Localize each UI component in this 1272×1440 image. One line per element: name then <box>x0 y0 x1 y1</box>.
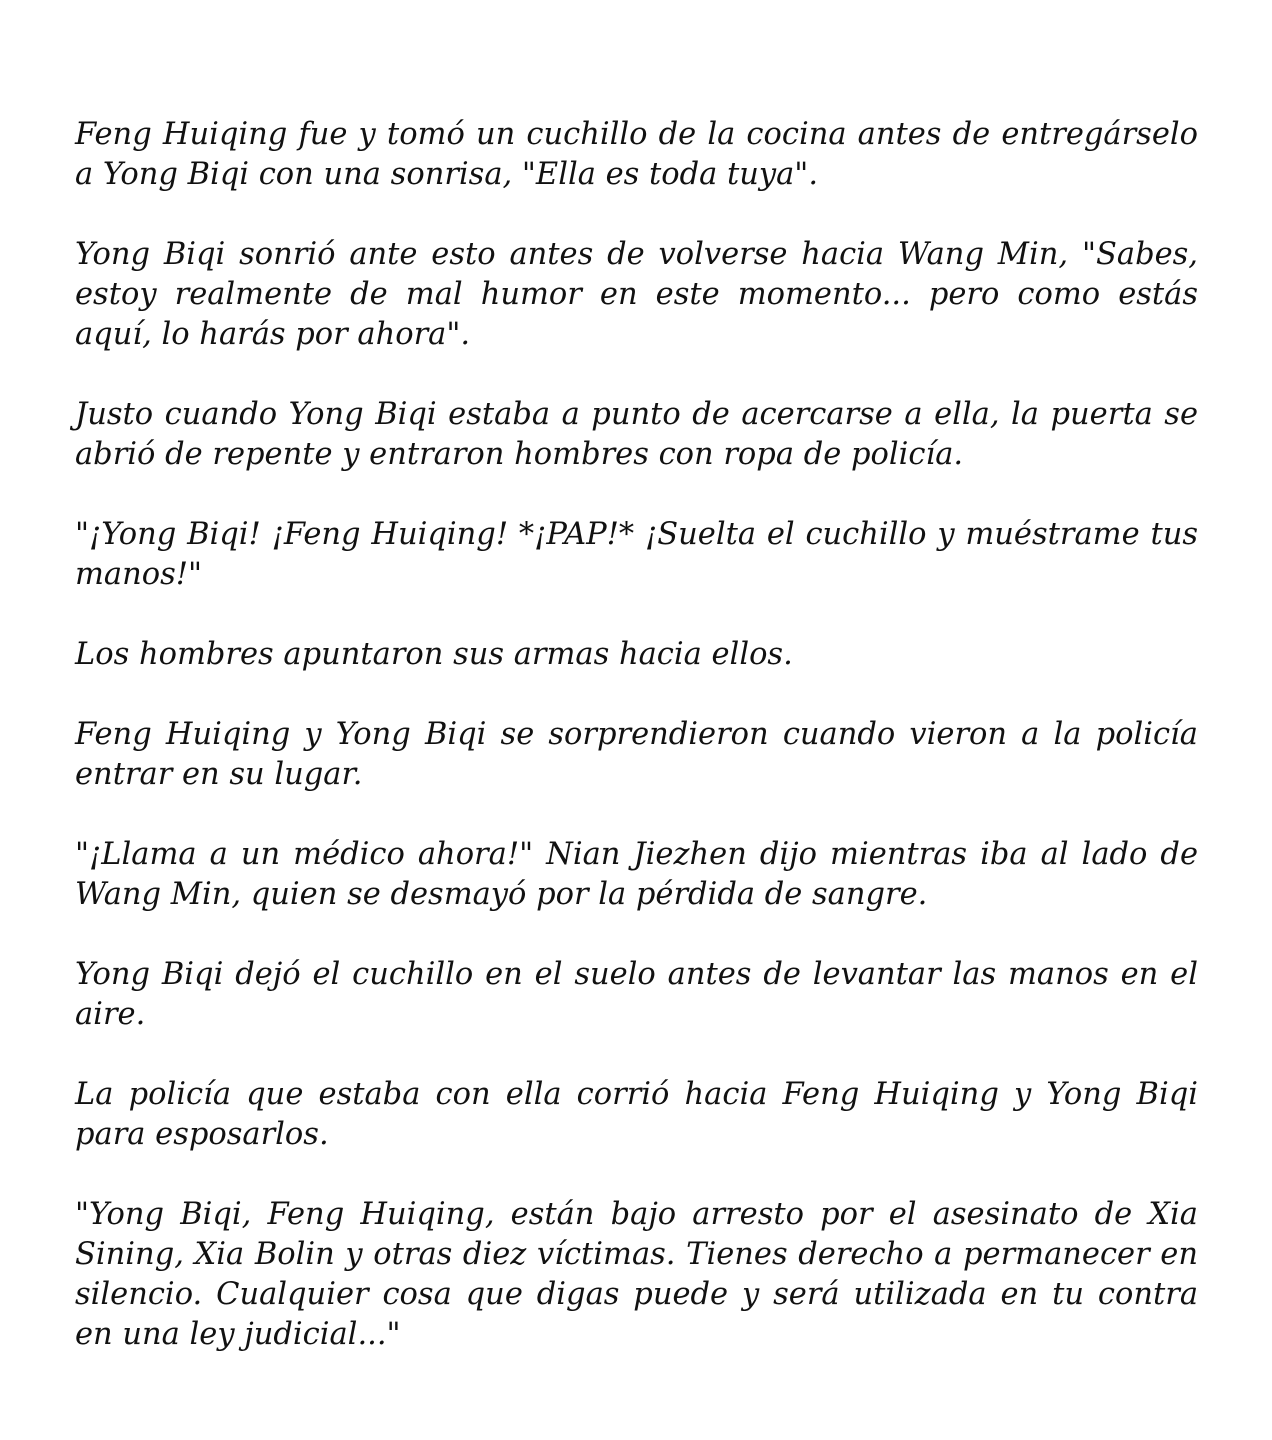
paragraph: "Yong Biqi, Feng Huiqing, están bajo arresto por el asesinato de Xia Sining, Xia Bolin y otras diez víctimas. Tienes derecho a permanecer en silencio. Cualquier cosa que digas puede y será utilizada en tu contra en una ley judicial..." <box>75 1197 1198 1352</box>
paragraph: Justo cuando Yong Biqi estaba a punto de acercarse a ella, la puerta se abrió de repente y entraron hombres con ropa de policía. <box>75 397 1198 472</box>
paragraph: "¡Yong Biqi! ¡Feng Huiqing! *¡PAP!* ¡Suelta el cuchillo y muéstrame tus manos!" <box>75 517 1198 592</box>
paragraph: Feng Huiqing fue y tomó un cuchillo de la cocina antes de entregárselo a Yong Biqi con una sonrisa, "Ella es toda tuya". <box>75 117 1198 192</box>
paragraph: Yong Biqi sonrió ante esto antes de volverse hacia Wang Min, "Sabes, estoy realmente de mal humor en este momento... pero como estás aquí, lo harás por ahora". <box>75 237 1198 352</box>
document-page <box>75 115 1198 1355</box>
paragraph: La policía que estaba con ella corrió hacia Feng Huiqing y Yong Biqi para esposarlos. <box>75 1077 1198 1152</box>
paragraph: Yong Biqi dejó el cuchillo en el suelo antes de levantar las manos en el aire. <box>75 957 1198 1032</box>
paragraph: Feng Huiqing y Yong Biqi se sorprendieron cuando vieron a la policía entrar en su lugar. <box>75 717 1198 792</box>
paragraph: "¡Llama a un médico ahora!" Nian Jiezhen dijo mientras iba al lado de Wang Min, quien se desmayó por la pérdida de sangre. <box>75 837 1198 912</box>
paragraph: Los hombres apuntaron sus armas hacia ellos. <box>75 637 793 672</box>
